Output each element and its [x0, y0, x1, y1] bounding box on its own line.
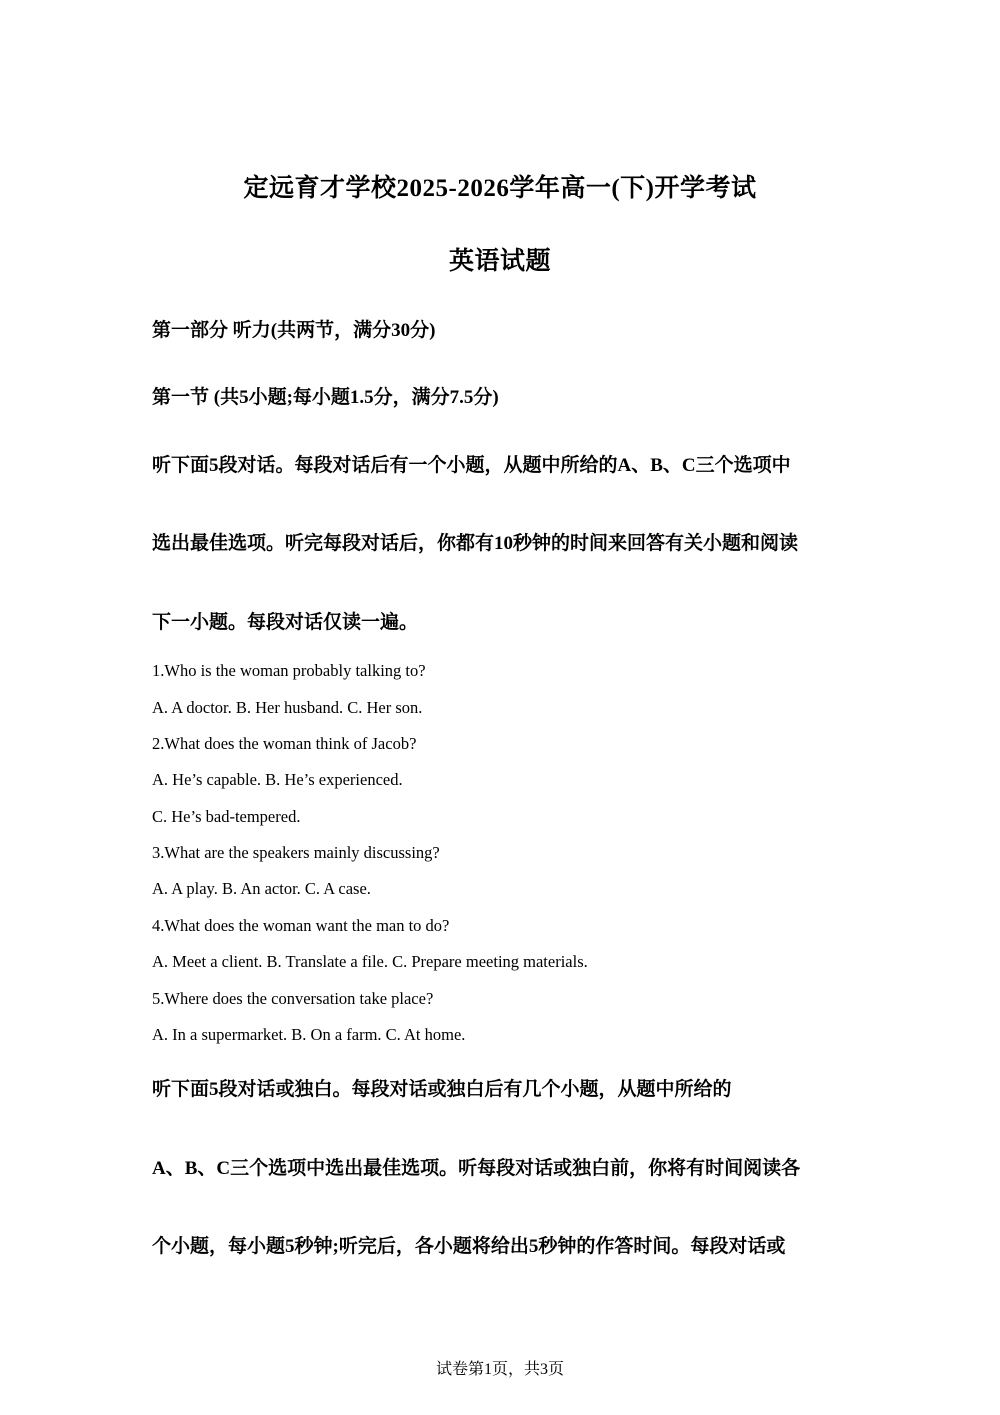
exam-subtitle: 英语试题 [448, 248, 551, 275]
page-footer: 试卷第1页，共3页 [435, 1361, 564, 1378]
question-5-options: A. In a supermarket. B. On a farm. C. At home. [152, 1025, 466, 1044]
instructions1-line-3: 下一小题。每段对话仅读一遍。 [152, 612, 419, 633]
instructions1-line-2: 选出最佳选项。听完每段对话后，你都有10秒钟的时间来回答有关小题和阅读 [152, 533, 799, 554]
question-2-option-c: C. He’s bad-tempered. [152, 807, 301, 826]
question-3: 3.What are the speakers mainly discussing? [152, 843, 440, 862]
question-3-options: A. A play. B. An actor. C. A case. [152, 879, 371, 898]
question-2: 2.What does the woman think of Jacob? [152, 734, 417, 753]
section1-heading: 第一节 (共5小题;每小题1.5分，满分7.5分) [152, 387, 499, 408]
question-4-options: A. Meet a client. B. Translate a file. C. Prepare meeting materials. [152, 952, 588, 971]
question-1: 1.Who is the woman probably talking to? [152, 661, 426, 680]
question-4: 4.What does the woman want the man to do? [152, 916, 450, 935]
instructions2-line-3: 个小题，每小题5秒钟;听完后，各小题将给出5秒钟的作答时间。每段对话或 [152, 1236, 786, 1257]
instructions2-line-1: 听下面5段对话或独白。每段对话或独白后有几个小题，从题中所给的 [152, 1079, 732, 1100]
question-2-options-a-b: A. He’s capable. B. He’s experienced. [152, 770, 403, 789]
instructions1-line-1: 听下面5段对话。每段对话后有一个小题，从题中所给的A、B、C三个选项中 [152, 455, 791, 476]
instructions2-line-2: A、B、C三个选项中选出最佳选项。听每段对话或独白前，你将有时间阅读各 [152, 1158, 801, 1179]
question-5: 5.Where does the conversation take place? [152, 989, 434, 1008]
question-1-options: A. A doctor. B. Her husband. C. Her son. [152, 698, 423, 717]
part1-heading: 第一部分 听力(共两节，满分30分) [152, 320, 436, 341]
exam-title: 定远育才学校2025-2026学年高一(下)开学考试 [243, 175, 757, 202]
